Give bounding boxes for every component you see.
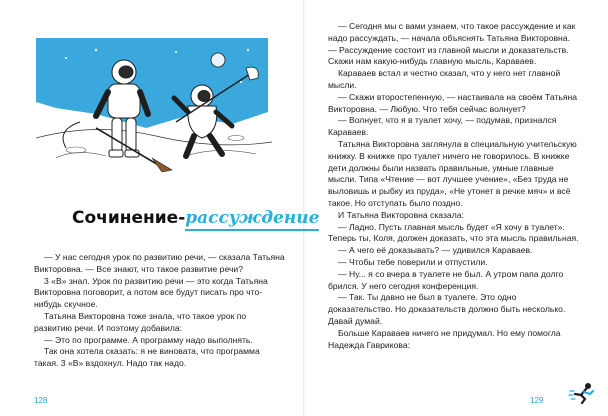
- chapter-title-accent: рассуждение: [185, 208, 319, 231]
- right-paragraph: — Волнует, что я в туалет хочу, — подумав, признался Караваев.: [328, 115, 557, 138]
- left-paragraph: Татьяна Викторовна тоже знала, что такое урок по развитию речи. И поэтому добавила:: [34, 310, 247, 333]
- right-paragraph: Караваев встал и честно сказал, что у него нет главной мысли.: [328, 68, 561, 90]
- right-paragraph: — Ладно. Пусть главная мысль будет «Я хочу в туалет». Теперь ты, Коля, должен доказать, что эта мысль правильная.: [328, 221, 579, 244]
- right-paragraph: — Ну... я со вчера в туалете не был. А утром папа долго брился. У него сегодня конференция.: [328, 268, 564, 291]
- left-paragraph: — Это по программе. А программу надо выполнять.: [44, 334, 253, 345]
- right-paragraph: — Так. Ты давно не был в туалете. Это одно доказательство. Но доказательств должно быть несколько. Давай думай.: [328, 292, 566, 326]
- chapter-title: [72, 208, 320, 228]
- right-paragraph: — А чего её доказывать? — удивился Караваев.: [338, 245, 533, 256]
- right-paragraph: Татьяна Викторовна заглянула в специальную учительскую книжку. В книжке про туалет ничего не говорилось. В книжке дети должны были назвать правильные, умные главные мысли. Типа «Чтение — вот лучшее учение», «Без труда не выловишь и рыбку из пруда», «Не утонет в речке мяч» и всё такое. Но отступать было поздно.: [328, 138, 577, 208]
- right-paragraph: — Сегодня мы с вами узнаем, что такое рассуждение и как надо рассуждать, — начала объяснять Татьяна Викторовна. — Рассуждение состоит из главной мысли и доказательств. Скажи нам какую-нибудь главную мысль, Караваев.: [328, 21, 576, 67]
- right-paragraph: — Скажи второстепенную, — настаивала на своём Татьяна Викторовна. — Любую. Что тебя сейчас волнует?: [328, 91, 577, 114]
- left-paragraph: — У нас сегодня урок по развитию речи, — сказала Татьяна Викторовна. — Все знают, что такое развитие речи?: [34, 252, 285, 274]
- left-paragraph: 3 «В» знал. Урок по развитию речи — это когда Татьяна Викторовна поговорит, а потом все будут писать про что-нибудь скучное.: [34, 275, 268, 310]
- left-page-body: [34, 252, 286, 370]
- right-page-body: [328, 21, 580, 351]
- page-number-right: 129: [530, 396, 544, 405]
- chapter-title-main: Сочинение-: [72, 208, 186, 228]
- left-paragraph: Так она хотела сказать: я не виновата, что программа такая. 3 «В» вздохнул. Надо так надо.: [34, 346, 260, 369]
- astronauts-sweeping-moon-illustration: [36, 38, 272, 172]
- right-paragraph: Больше Караваев ничего не придумал. Но ему помогла Надежда Гаврикова:: [328, 327, 561, 350]
- right-paragraph: И Татьяна Викторовна сказала:: [338, 209, 464, 220]
- running-figure-icon: [568, 382, 598, 404]
- right-paragraph: — Чтобы тебе поверили и отпустили.: [338, 256, 488, 267]
- page-number-left: 128: [34, 396, 48, 405]
